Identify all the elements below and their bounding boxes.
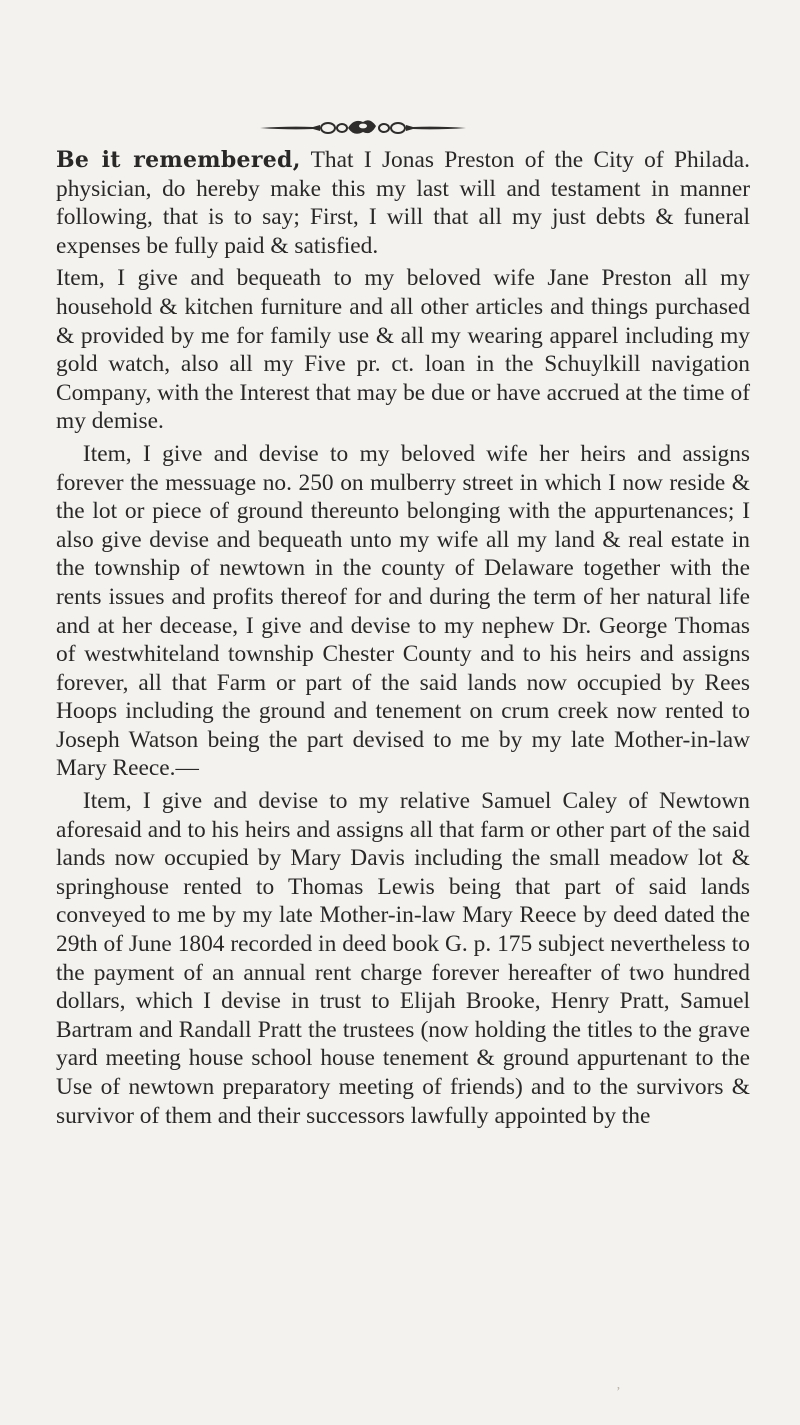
- paragraph-text: That I Jonas Preston of the City of Philada. physician, do hereby make this my last will and testament in manner following, that is to say; First, I will that all my just debts & funeral expenses be fully paid & satisfied.: [56, 147, 751, 259]
- ornament-rule-icon: [258, 116, 468, 138]
- paragraph-item-1: Item, I give and bequeath to my beloved wife Jane Preston all my household & kitchen furniture and all other articles and things purchased & provided by me for family use & all my wearing apparel including my gold watch, also all my Five pr. ct. loan in the Schuylkill navigation Company, with the Interest that may be due or have accrued at the time of my demise.: [56, 265, 750, 435]
- paragraph-item-2: Item, I give and devise to my beloved wife her heirs and assigns forever the messuage no. 250 on mulberry street in which I now reside & the lot or piece of ground thereunto belonging with the appurtenances; I also give devise and bequeath unto my wife all my land & real estate in the township of newtown in the county of Delaware together with the rents issues and profits thereof for and during the term of her natural life and at her decease, I give and devise to my nephew Dr. George Thomas of westwhiteland township Chester County and to his heirs and assigns forever, all that Farm or part of the said lands now occupied by Rees Hoops including the ground and tenement on crum creek now rented to Joseph Watson being the part devised to me by my late Mother-in-law Mary Reece.—: [56, 440, 750, 782]
- will-text: [56, 146, 750, 1130]
- paragraph-preamble: [56, 146, 750, 260]
- paragraph-item-3: Item, I give and devise to my relative Samuel Caley of Newtown aforesaid and to his heirs and assigns all that farm or other part of the said lands now occupied by Mary Davis including the small meadow lot & springhouse rented to Thomas Lewis being that part of said lands conveyed to me by my late Mother-in-law Mary Reece by deed dated the 29th of June 1804 recorded in deed book G. p. 175 subject nevertheless to the payment of an annual rent charge forever hereafter of two hundred dollars, which I devise in trust to Elijah Brooke, Henry Pratt, Samuel Bartram and Randall Pratt the trustees (now holding the titles to the grave yard meeting house school house tenement & ground appurtenant to the Use of newtown preparatory meeting of friends) and to the survivors & survivor of them and their successors lawfully appointed by the: [56, 788, 750, 1129]
- stray-mark: ’: [616, 1385, 621, 1400]
- opening-words: Be it remembered,: [56, 147, 301, 173]
